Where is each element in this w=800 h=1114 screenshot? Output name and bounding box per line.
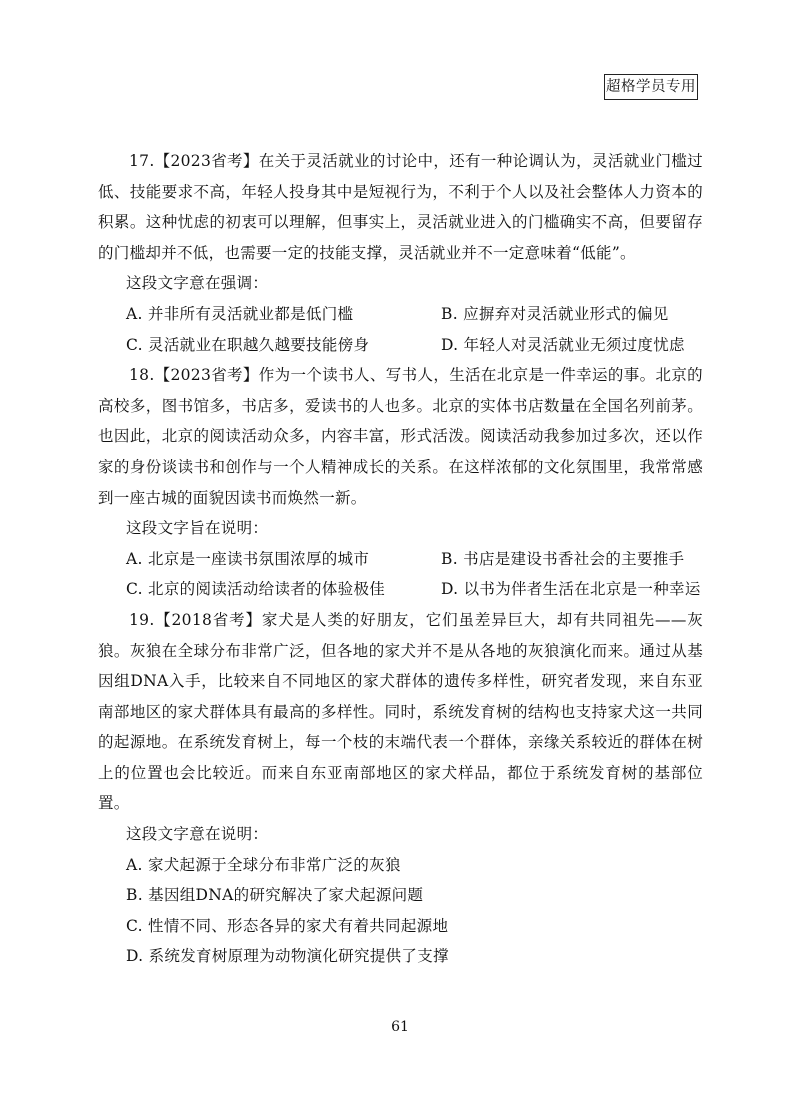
exclusive-use-stamp: 超格学员专用	[604, 74, 698, 100]
question-prompt: 这段文字意在说明：	[126, 825, 269, 844]
question-19	[98, 605, 703, 972]
options-row	[98, 299, 703, 330]
options-row	[98, 574, 703, 605]
question-list	[98, 146, 703, 972]
question-stem: 19.【2018省考】家犬是人类的好朋友，它们虽差异巨大，却有共同祖先——灰狼。灰狼在全球分布非常广泛，但各地的家犬并不是从各地的灰狼演化而来。通过从基因组DNA入手，比较来自不同地区的家犬群体的遗传多样性，研究者发现，来自东亚南部地区的家犬群体具有最高的多样性。同时，系统发育树的结构也支持家犬这一共同的起源地。在系统发育树上，每一个枝的末端代表一个群体，亲缘关系较近的群体在树上的位置也会比较近。而来自东亚南部地区的家犬样品，都位于系统发育树的基部位置。	[98, 610, 703, 813]
option-d: D. 系统发育树原理为动物演化研究提供了支撑	[126, 947, 449, 966]
question-prompt: 这段文字意在强调：	[126, 274, 269, 293]
options-row	[98, 330, 703, 361]
question-18	[98, 360, 703, 605]
option-c: C. 北京的阅读活动给读者的体验极佳	[126, 580, 386, 599]
page-number: 61	[391, 1019, 409, 1035]
option-d: D. 年轻人对灵活就业无须过度忧虑	[441, 335, 685, 354]
options-row	[98, 544, 703, 575]
question-prompt: 这段文字旨在说明：	[126, 519, 269, 538]
question-stem: 18.【2023省考】作为一个读书人、写书人，生活在北京是一件幸运的事。北京的高校多，图书馆多，书店多，爱读书的人也多。北京的实体书店数量在全国名列前茅。也因此，北京的阅读活动众多，内容丰富，形式活泼。阅读活动我参加过多次，还以作家的身份谈读书和创作与一个人精神成长的关系。在这样浓郁的文化氛围里，我常常感到一座古城的面貌因读书而焕然一新。	[98, 366, 703, 507]
option-c: C. 性情不同、形态各异的家犬有着共同起源地	[126, 916, 449, 935]
option-b: B. 书店是建设书香社会的主要推手	[441, 549, 685, 568]
option-c: C. 灵活就业在职越久越要技能傍身	[126, 335, 370, 354]
option-b: B. 应摒弃对灵活就业形式的偏见	[441, 304, 669, 323]
question-stem: 17.【2023省考】在关于灵活就业的讨论中，还有一种论调认为，灵活就业门槛过低、技能要求不高，年轻人投身其中是短视行为，不利于个人以及社会整体人力资本的积累。这种忧虑的初衷可以理解，但事实上，灵活就业进入的门槛确实不高，但要留存的门槛却并不低，也需要一定的技能支撑，灵活就业并不一定意味着“低能”。	[98, 152, 703, 262]
option-d: D. 以书为伴者生活在北京是一种幸运	[441, 580, 701, 599]
option-a: A. 并非所有灵活就业都是低门槛	[126, 304, 354, 323]
option-a: A. 北京是一座读书氛围浓厚的城市	[126, 549, 370, 568]
option-b: B. 基因组DNA的研究解决了家犬起源问题	[126, 886, 424, 905]
question-17	[98, 146, 703, 360]
option-a: A. 家犬起源于全球分布非常广泛的灰狼	[126, 855, 401, 874]
